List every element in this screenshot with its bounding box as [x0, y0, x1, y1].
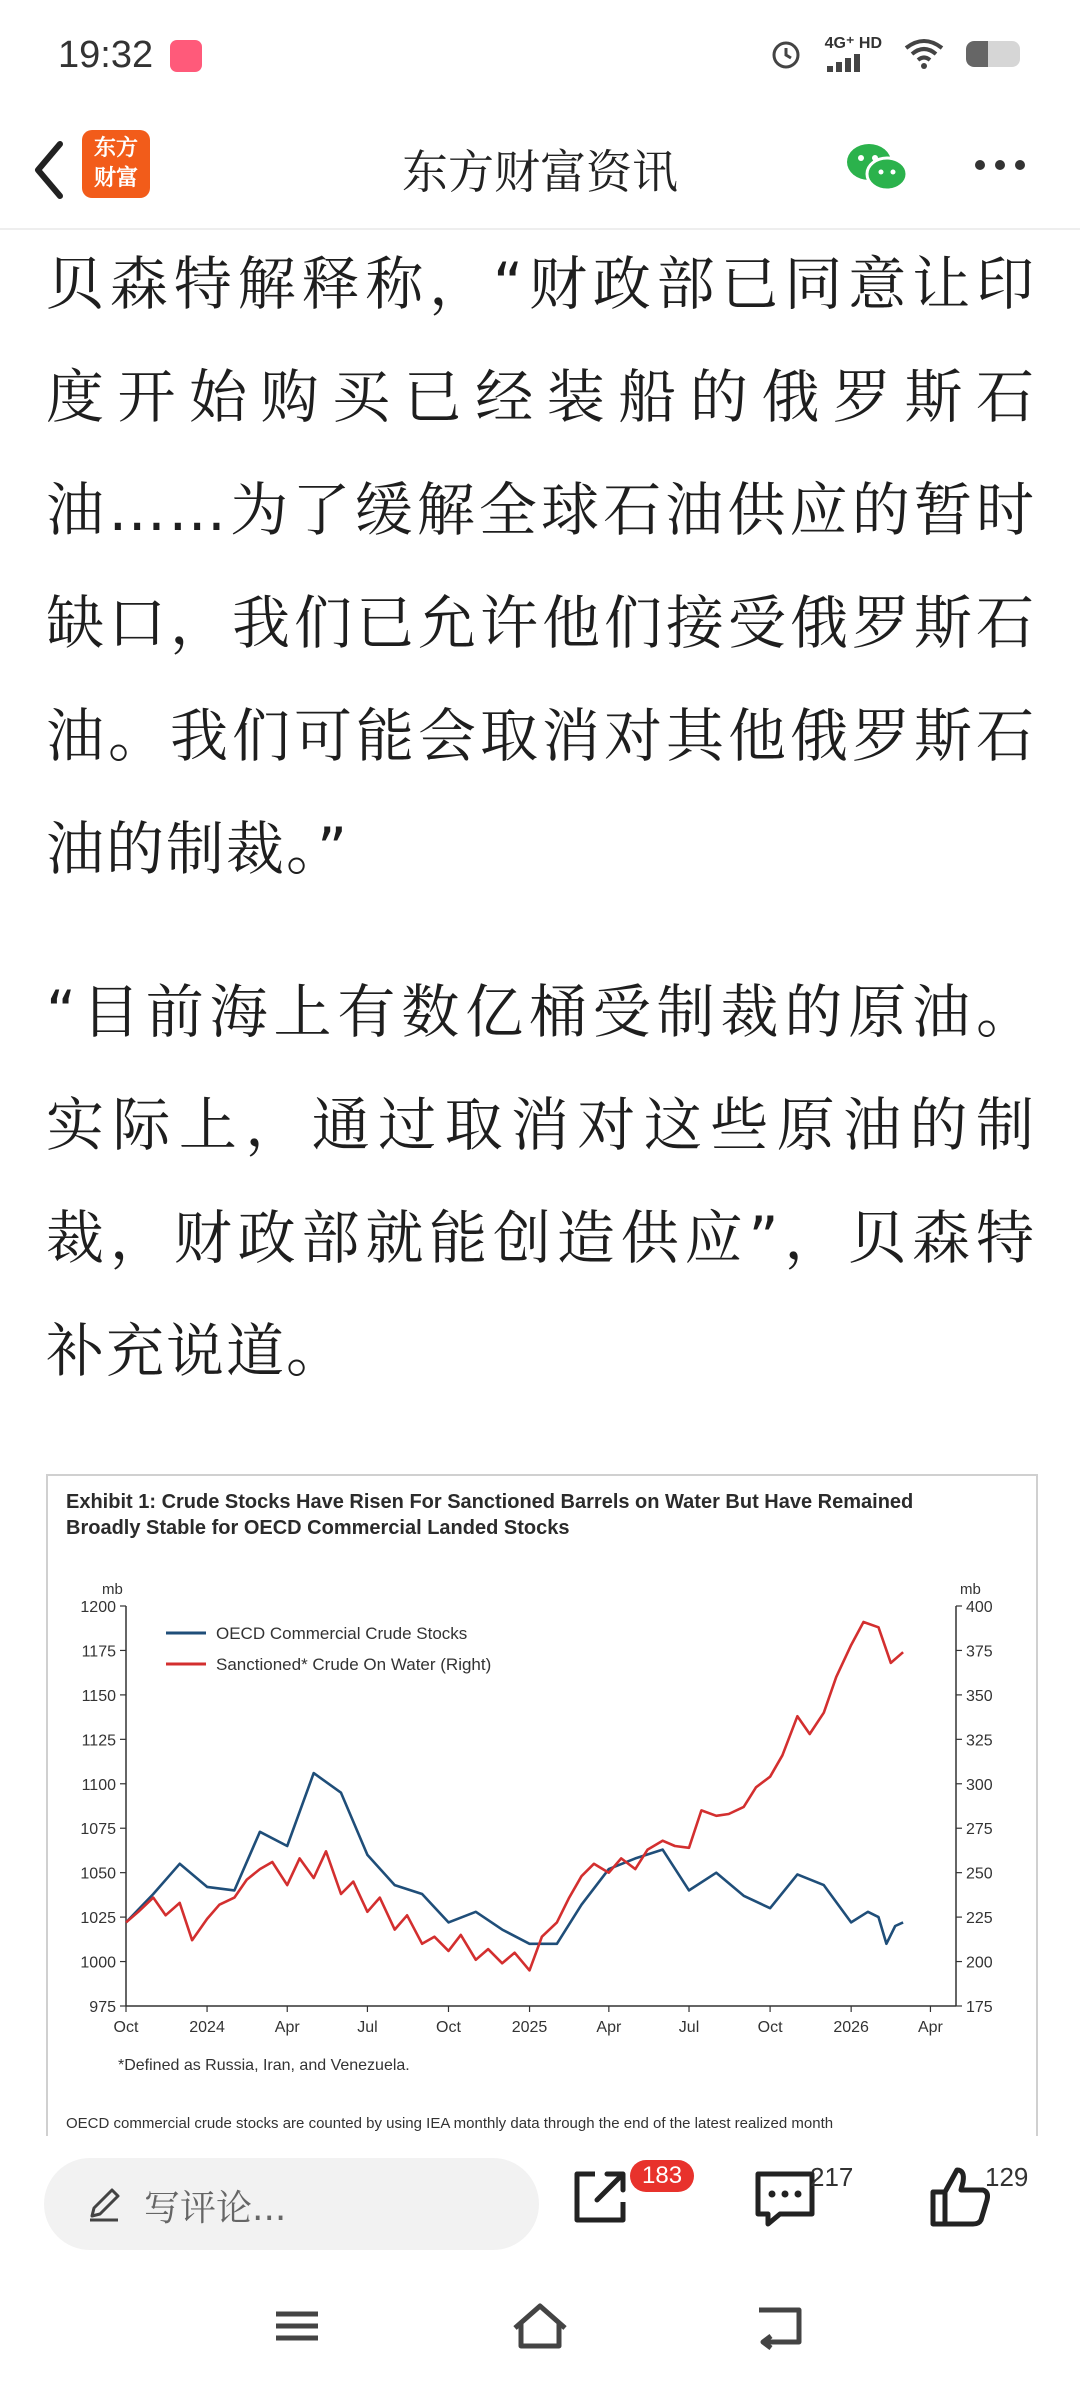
- right-tick-label: 225: [966, 1910, 993, 1928]
- chart-figure[interactable]: [46, 1474, 1038, 2140]
- x-tick-label: 2026: [833, 2019, 869, 2036]
- bottom-action-bar: [0, 2136, 1080, 2256]
- chart-axes: [80, 1581, 992, 2036]
- left-tick-label: 1075: [80, 1821, 116, 1839]
- right-tick-label: 325: [966, 1732, 993, 1750]
- legend-label-2: Sanctioned* Crude On Water (Right): [216, 1655, 492, 1674]
- battery-level: [966, 41, 988, 67]
- x-tick-label: Apr: [274, 2019, 300, 2036]
- chart-title-line1: Exhibit 1: Crude Stocks Have Risen For Sanctioned Barrels on Water But Have Remained: [66, 1491, 914, 1513]
- right-tick-label: 400: [966, 1599, 993, 1616]
- x-tick-label: 2025: [511, 2019, 548, 2036]
- share-count-badge: 183: [630, 2160, 694, 2192]
- page-title: 东方财富资讯: [402, 145, 678, 199]
- left-tick-label: 1175: [81, 1643, 116, 1661]
- status-time: 19:32: [58, 34, 154, 76]
- notification-app-icon: [170, 40, 202, 72]
- share-icon[interactable]: [565, 2162, 635, 2232]
- right-tick-label: 350: [966, 1687, 993, 1705]
- chart-title-line2: Broadly Stable for OECD Commercial Landed Stocks: [66, 1517, 570, 1539]
- right-tick-label: 375: [966, 1643, 993, 1661]
- pen-icon: [84, 2184, 124, 2224]
- app-header: [0, 110, 1080, 230]
- legend-label-1: OECD Commercial Crude Stocks: [216, 1624, 468, 1643]
- wechat-icon[interactable]: [845, 140, 909, 196]
- battery-icon: [966, 41, 1020, 67]
- wifi-icon: [904, 38, 944, 70]
- status-bar: [0, 0, 1080, 110]
- article-body: [46, 228, 1036, 1408]
- like-count: 129: [985, 2162, 1029, 2192]
- left-axis-unit: mb: [102, 1581, 123, 1598]
- back-icon[interactable]: [745, 2296, 815, 2356]
- left-tick-label: 1125: [81, 1732, 116, 1750]
- chart-series: [126, 1622, 903, 1970]
- comment-input[interactable]: [44, 2158, 539, 2250]
- alarm-icon: [769, 37, 803, 71]
- x-tick-label: Jul: [678, 2019, 700, 2036]
- left-tick-label: 1050: [80, 1865, 116, 1883]
- series-line-2: [126, 1622, 903, 1970]
- chart-svg: [48, 1476, 1036, 2138]
- left-tick-label: 1100: [81, 1776, 116, 1794]
- system-nav-bar: [0, 2256, 1080, 2400]
- x-tick-label: Apr: [917, 2019, 943, 2036]
- more-icon[interactable]: [972, 150, 1028, 180]
- left-tick-label: 1200: [80, 1599, 116, 1616]
- article-paragraph-1: 贝森特解释称，“财政部已同意让印度开始购买已经装船的俄罗斯石油……为了缓解全球石油供应的暂时缺口，我们已允许他们接受俄罗斯石油。我们可能会取消对其他俄罗斯石油的制裁。”: [46, 250, 1036, 883]
- network-label: 4G⁺ HD: [824, 35, 882, 52]
- status-icons: [769, 36, 1020, 72]
- comment-count: 217: [810, 2162, 854, 2192]
- logo-text-line1: 东方: [93, 136, 138, 161]
- x-tick-label: Apr: [596, 2019, 622, 2036]
- right-tick-label: 200: [966, 1954, 993, 1972]
- x-tick-label: 2024: [189, 2019, 225, 2036]
- article-paragraph-2: “目前海上有数亿桶受制裁的原油。实际上，通过取消对这些原油的制裁，财政部就能创造供应”，贝森特补充说道。: [46, 978, 1036, 1385]
- left-tick-label: 1025: [80, 1910, 116, 1928]
- left-tick-label: 975: [89, 1999, 116, 2016]
- home-icon[interactable]: [505, 2296, 575, 2356]
- menu-icon[interactable]: [262, 2296, 332, 2356]
- left-tick-label: 1000: [80, 1954, 116, 1972]
- left-tick-label: 1150: [81, 1687, 116, 1705]
- right-axis-unit: mb: [960, 1581, 981, 1598]
- right-tick-label: 300: [966, 1776, 993, 1794]
- chart-legend: [166, 1624, 491, 1674]
- right-tick-label: 175: [966, 1999, 993, 2016]
- chart-footnote: *Defined as Russia, Iran, and Venezuela.: [118, 2057, 410, 2074]
- signal-icon: [825, 52, 865, 72]
- right-tick-label: 250: [966, 1865, 993, 1883]
- chart-source-note: OECD commercial crude stocks are counted by using IEA monthly data through the end of the latest realized month: [66, 2115, 834, 2132]
- series-line-1: [126, 1773, 903, 1944]
- x-tick-label: Jul: [357, 2019, 378, 2036]
- x-tick-label: Oct: [757, 2019, 783, 2036]
- cellular-signal: [825, 36, 882, 72]
- right-tick-label: 275: [966, 1821, 993, 1839]
- x-tick-label: Oct: [113, 2019, 139, 2036]
- comment-placeholder: 写评论...: [144, 2188, 287, 2229]
- x-tick-label: Oct: [436, 2019, 461, 2036]
- logo-text-line2: 财富: [93, 166, 138, 191]
